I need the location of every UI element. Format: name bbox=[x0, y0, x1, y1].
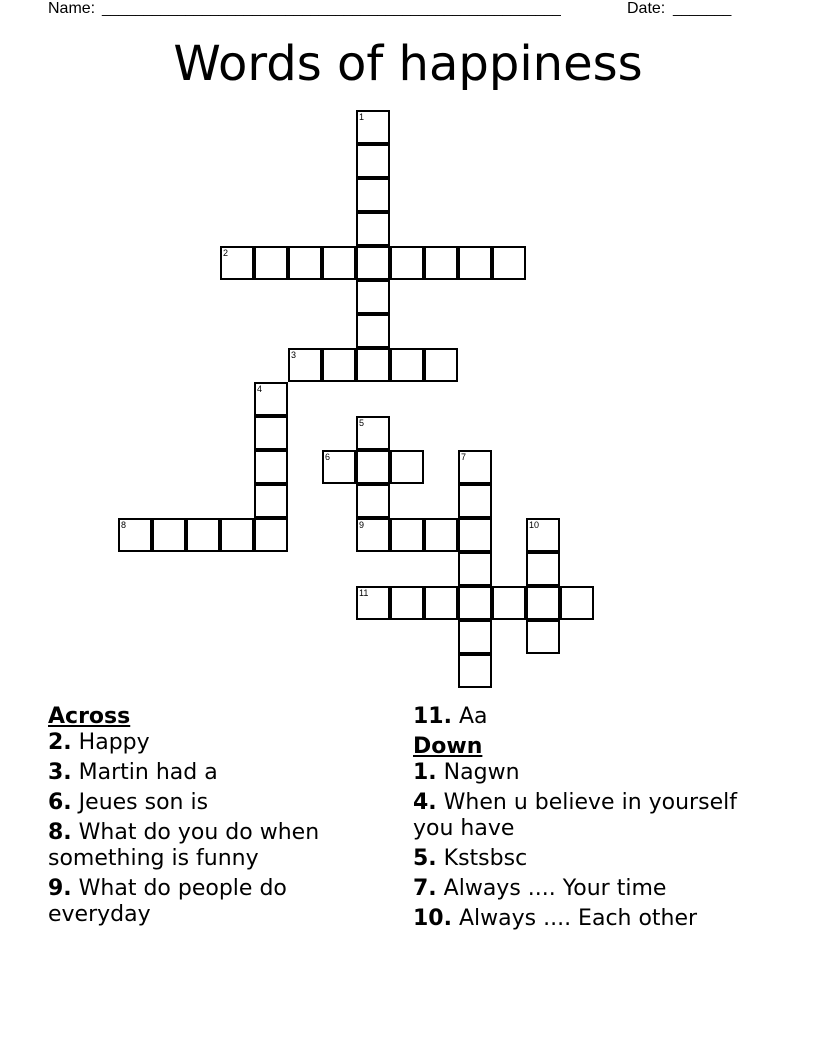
cell-number: 7 bbox=[461, 452, 467, 462]
clue-text: Jeues son is bbox=[78, 790, 209, 815]
clue-number: 1. bbox=[413, 760, 437, 785]
across-heading: Across bbox=[48, 704, 131, 729]
clue-number: 5. bbox=[413, 846, 437, 871]
clue-across-8 bbox=[48, 820, 368, 872]
grid-cell[interactable] bbox=[458, 518, 492, 552]
clue-text: Always .... Your time bbox=[443, 876, 667, 901]
date-label: Date: bbox=[627, 0, 666, 17]
grid-cell-7[interactable] bbox=[458, 450, 492, 484]
grid-cell[interactable] bbox=[356, 280, 390, 314]
grid-cell-6[interactable] bbox=[322, 450, 356, 484]
clue-text: What do you do when something is funny bbox=[48, 820, 320, 871]
clue-number: 3. bbox=[48, 760, 72, 785]
grid-cell[interactable] bbox=[458, 484, 492, 518]
clue-text: What do people do everyday bbox=[48, 876, 287, 927]
grid-cell[interactable] bbox=[492, 586, 526, 620]
grid-cell[interactable] bbox=[322, 246, 356, 280]
clue-number: 6. bbox=[48, 790, 72, 815]
clue-text: Happy bbox=[78, 730, 150, 755]
grid-cell[interactable] bbox=[390, 518, 424, 552]
grid-cell-4[interactable] bbox=[254, 382, 288, 416]
clue-number: 10. bbox=[413, 906, 452, 931]
grid-cell[interactable] bbox=[254, 518, 288, 552]
grid-cell[interactable] bbox=[526, 552, 560, 586]
clue-down-4 bbox=[413, 790, 773, 842]
grid-cell[interactable] bbox=[526, 620, 560, 654]
grid-cell-10[interactable] bbox=[526, 518, 560, 552]
name-field[interactable]: _______________________________________________________ bbox=[102, 0, 561, 17]
grid-cell-9[interactable] bbox=[356, 518, 390, 552]
clue-across-6 bbox=[48, 790, 368, 816]
grid-cell[interactable] bbox=[254, 484, 288, 518]
cell-number: 2 bbox=[223, 248, 229, 258]
cell-number: 9 bbox=[359, 520, 365, 530]
clue-text: Kstsbsc bbox=[443, 846, 528, 871]
clue-down-1 bbox=[413, 760, 773, 786]
cell-number: 4 bbox=[257, 384, 263, 394]
clue-text: Always .... Each other bbox=[458, 906, 698, 931]
grid-cell[interactable] bbox=[186, 518, 220, 552]
clue-across-3 bbox=[48, 760, 368, 786]
clue-down-5 bbox=[413, 846, 773, 872]
grid-cell[interactable] bbox=[152, 518, 186, 552]
grid-cell[interactable] bbox=[390, 586, 424, 620]
grid-cell-2[interactable] bbox=[220, 246, 254, 280]
across-clues bbox=[48, 704, 368, 932]
grid-cell[interactable] bbox=[254, 450, 288, 484]
clue-number: 11. bbox=[413, 704, 452, 729]
grid-cell[interactable] bbox=[458, 620, 492, 654]
grid-cell[interactable] bbox=[526, 586, 560, 620]
grid-cell[interactable] bbox=[424, 586, 458, 620]
grid-cell[interactable] bbox=[390, 246, 424, 280]
clue-text: Aa bbox=[458, 704, 488, 729]
grid-cell[interactable] bbox=[390, 348, 424, 382]
clue-number: 4. bbox=[413, 790, 437, 815]
grid-cell-11[interactable] bbox=[356, 586, 390, 620]
grid-cell[interactable] bbox=[458, 654, 492, 688]
grid-cell-5[interactable] bbox=[356, 416, 390, 450]
grid-cell[interactable] bbox=[356, 246, 390, 280]
grid-cell[interactable] bbox=[458, 246, 492, 280]
clue-number: 7. bbox=[413, 876, 437, 901]
grid-cell[interactable] bbox=[220, 518, 254, 552]
grid-cell[interactable] bbox=[560, 586, 594, 620]
clue-number: 9. bbox=[48, 876, 72, 901]
grid-cell[interactable] bbox=[492, 246, 526, 280]
grid-cell-8[interactable] bbox=[118, 518, 152, 552]
grid-cell[interactable] bbox=[424, 518, 458, 552]
grid-cell[interactable] bbox=[288, 246, 322, 280]
cell-number: 5 bbox=[359, 418, 365, 428]
down-heading: Down bbox=[413, 734, 483, 759]
grid-cell[interactable] bbox=[356, 212, 390, 246]
cell-number: 10 bbox=[529, 520, 540, 530]
clue-text: Nagwn bbox=[443, 760, 520, 785]
grid-cell[interactable] bbox=[356, 484, 390, 518]
clue-text: When u believe in yourself you have bbox=[413, 790, 737, 841]
grid-cell[interactable] bbox=[322, 348, 356, 382]
grid-cell[interactable] bbox=[356, 450, 390, 484]
grid-cell[interactable] bbox=[458, 586, 492, 620]
cell-number: 3 bbox=[291, 350, 297, 360]
name-label: Name: bbox=[48, 0, 96, 17]
grid-cell[interactable] bbox=[254, 246, 288, 280]
cell-number: 6 bbox=[325, 452, 331, 462]
grid-cell[interactable] bbox=[424, 246, 458, 280]
grid-cell[interactable] bbox=[356, 144, 390, 178]
clue-across-11 bbox=[413, 704, 773, 730]
clue-down-10 bbox=[413, 906, 773, 932]
right-clue-column bbox=[413, 704, 773, 936]
clue-across-2 bbox=[48, 730, 368, 756]
grid-cell[interactable] bbox=[356, 178, 390, 212]
clue-number: 8. bbox=[48, 820, 72, 845]
clue-down-7 bbox=[413, 876, 773, 902]
clue-number: 2. bbox=[48, 730, 72, 755]
grid-cell[interactable] bbox=[254, 416, 288, 450]
grid-cell[interactable] bbox=[390, 450, 424, 484]
grid-cell[interactable] bbox=[356, 314, 390, 348]
cell-number: 1 bbox=[359, 112, 365, 122]
grid-cell-1[interactable] bbox=[356, 110, 390, 144]
grid-cell[interactable] bbox=[424, 348, 458, 382]
date-field[interactable]: _______ bbox=[673, 0, 732, 17]
cell-number: 8 bbox=[121, 520, 127, 530]
grid-cell[interactable] bbox=[356, 348, 390, 382]
clue-across-9 bbox=[48, 876, 368, 928]
grid-cell[interactable] bbox=[458, 552, 492, 586]
page-title: Words of happiness bbox=[173, 36, 643, 92]
cell-number: 11 bbox=[359, 588, 369, 598]
clue-text: Martin had a bbox=[78, 760, 218, 785]
grid-cell-3[interactable] bbox=[288, 348, 322, 382]
